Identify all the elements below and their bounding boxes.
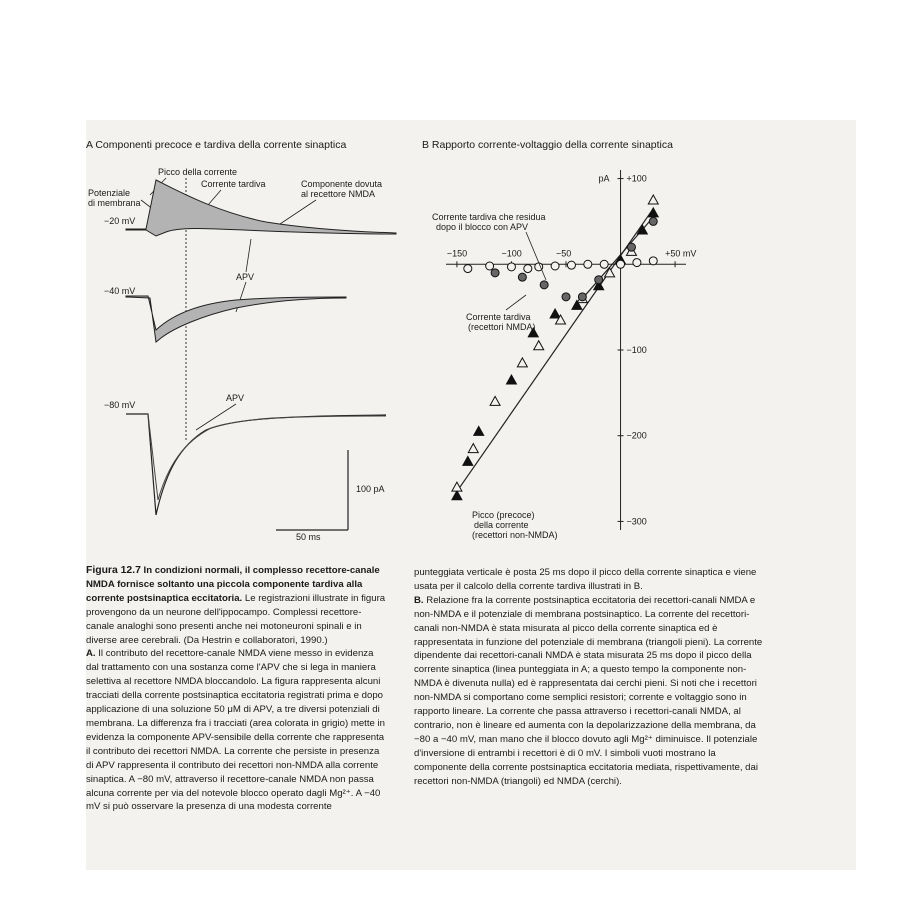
marker-circle-filled — [595, 276, 603, 284]
marker-circle-open — [617, 260, 625, 268]
marker-circle-open — [600, 260, 608, 268]
x-tick-label: −50 — [556, 248, 572, 259]
pointer-late — [208, 190, 221, 205]
caption-part-a-text: Il contributo del recettore-canale NMDA viene messo in evidenza dal trattamento con una sostanza come l'APV che si lega in maniera selettiva al recettore NMDA bloccandolo. La figura rappresenta alcuni tracciati della corrente postsinaptica eccitatoria registrati prima e dopo applicazione di una soluzione 50 μM di APV, a tre diversi potenziali di membrana. La differenza fra i tracciati (area colorata in grigio) mette in evidenza la componente APV-sensibile della corrente che rappresenta il contributo dei recettori NMDA. La corrente che persiste in presenza di APV rappresenta il contributo dei recettori non-NMDA alla corrente sinaptica. A −80 mV, attraverso il recettore-canale NMDA non passa alcuna corrente per via del notevole blocco operato dagli Mg²⁺. A −40 mV si può osservare la presenza di una modesta corrente — [86, 648, 385, 813]
marker-circle-open — [649, 257, 657, 265]
caption-right — [414, 566, 764, 789]
label-peak: Picco della corrente — [158, 167, 238, 177]
label-potential-2: di membrana — [88, 198, 141, 208]
marker-circle-open — [486, 262, 494, 270]
marker-triangle-filled — [506, 375, 516, 384]
marker-triangle-open — [468, 444, 478, 453]
y-axis-unit: pA — [598, 173, 610, 184]
panel-b — [422, 139, 696, 540]
label-early-2: della corrente — [474, 520, 529, 530]
marker-circle-filled — [578, 293, 586, 301]
trace-minus-80mv-control — [126, 414, 386, 515]
marker-circle-filled — [627, 243, 635, 251]
marker-circle-filled — [562, 293, 570, 301]
marker-circle-open — [507, 263, 515, 271]
label-potential-1: Potenziale — [88, 188, 131, 198]
label-minus-20mv: −20 mV — [104, 216, 136, 226]
pointer-late-nmda — [506, 295, 526, 310]
marker-triangle-open — [517, 358, 527, 367]
x-tick-label: −150 — [446, 248, 468, 259]
label-minus-80mv: −80 mV — [104, 400, 136, 410]
marker-triangle-filled — [463, 456, 473, 465]
caption-intro: Le registrazioni illustrate in figura provengono da un neurone dell'ippocampo. Complessi recettore-canale analoghi sono presenti anche nei motoneuroni spinali e in diverse aree cerebrali. (Da Hestrin e collaboratori, 1990.) — [86, 592, 386, 646]
marker-circle-open — [633, 259, 641, 267]
marker-triangle-open — [534, 341, 544, 350]
marker-triangle-open — [490, 396, 500, 405]
label-apv-2: APV — [226, 393, 245, 403]
marker-triangle-open — [605, 268, 615, 277]
label-late-nmda-2: (recettori NMDA) — [468, 322, 536, 332]
scanned-book-page — [86, 120, 856, 870]
caption-continuation: punteggiata verticale è posta 25 ms dopo il picco della corrente sinaptica e viene usata per il calcolo della corrente tardiva illustrati in B. — [414, 567, 757, 592]
panel-a — [86, 139, 396, 542]
caption-left — [86, 564, 386, 814]
label-nmda-component-2: al recettore NMDA — [301, 189, 376, 199]
caption-part-b-text: Relazione fra la corrente postsinaptica eccitatoria dei recettori-canali NMDA e non-NMDA e il potenziale di membrana postsinaptico. La corrente del recettori-canali non-NMDA è stata misurata al picco della corrente sinaptica ed è rappresentata in funzione del potenziale di membrana (triangoli pieni). La corrente dipendente dai recettori-canali NMDA è stata misurata 25 ms dopo il picco della corrente sinaptica (linea punteggiata in A; a questo tempo la componente non-NMDA è divenuta nulla) ed è rappresentata dai cerchi pieni. Si noti che i recettori non-NMDA si comportano come semplici resistori; corrente e voltaggio sono in rapporto lineare. La corrente che passa attraverso i recettori-canali NMDA, al contrario, non è lineare ed aumenta con la depolarizzazione della membrana, da −80 a −40 mV, man mano che il blocco dovuto agli Mg²⁺ diminuisce. Il potenziale d'inversione di entrambi i recettori è di 0 mV. I simboli vuoti mostrano la componente della corrente postsinaptica eccitatoria mediata, rispettivamente, dai recettori non-NMDA (triangoli) ed NMDA (cerchi). — [414, 594, 763, 787]
figure-12-7 — [86, 120, 856, 560]
marker-circle-open — [584, 260, 592, 268]
panel-b-title: B Rapporto corrente-voltaggio della corrente sinaptica — [422, 139, 673, 151]
marker-triangle-filled — [648, 208, 658, 217]
caption-part-b-label: B. — [414, 594, 424, 606]
marker-circle-open — [524, 265, 532, 273]
label-early-1: Picco (precoce) — [472, 510, 535, 520]
figure-label: Figura 12.7 — [86, 565, 141, 576]
y-tick-label: −200 — [626, 430, 647, 441]
label-minus-40mv: −40 mV — [104, 286, 136, 296]
trace-minus-40mv — [126, 296, 346, 342]
marker-triangle-filled — [550, 309, 560, 318]
y-tick-label: +100 — [626, 173, 647, 184]
caption-part-a-label: A. — [86, 648, 96, 660]
label-scale-current: 100 pA — [356, 484, 385, 494]
marker-circle-open — [464, 265, 472, 273]
y-tick-label: −100 — [626, 345, 647, 355]
marker-circle-filled — [649, 217, 657, 225]
y-tick-label: −300 — [626, 516, 647, 527]
pointer-apv-1 — [246, 239, 251, 272]
marker-triangle-open — [648, 195, 658, 204]
marker-triangle-filled — [474, 426, 484, 435]
label-apv-1: APV — [236, 272, 255, 282]
marker-circle-open — [567, 261, 575, 269]
marker-circle-open — [551, 262, 559, 270]
label-residual-1: Corrente tardiva che residua — [432, 212, 546, 222]
panel-a-title: A Componenti precoce e tardiva della corrente sinaptica — [86, 139, 347, 151]
label-residual-2: dopo il blocco con APV — [436, 222, 529, 232]
trace-minus-80mv-apv — [148, 414, 386, 500]
marker-circle-filled — [518, 273, 526, 281]
marker-circle-filled — [540, 281, 548, 289]
label-nmda-component-1: Componente dovuta — [301, 179, 383, 189]
label-early-3: (recettori non-NMDA) — [472, 530, 558, 540]
label-scale-time: 50 ms — [296, 532, 321, 542]
label-late-nmda-1: Corrente tardiva — [466, 312, 531, 322]
marker-circle-filled — [491, 269, 499, 277]
figure-title: In condizioni normali, il complesso recettore-canale NMDA fornisce soltanto una piccola componente tardiva alla corrente postsinaptica eccitatoria. — [86, 565, 380, 604]
x-tick-label: +50 mV — [665, 248, 697, 259]
label-late-current: Corrente tardiva — [201, 179, 266, 189]
x-tick-label: −100 — [501, 248, 522, 259]
marker-triangle-filled — [452, 491, 462, 500]
